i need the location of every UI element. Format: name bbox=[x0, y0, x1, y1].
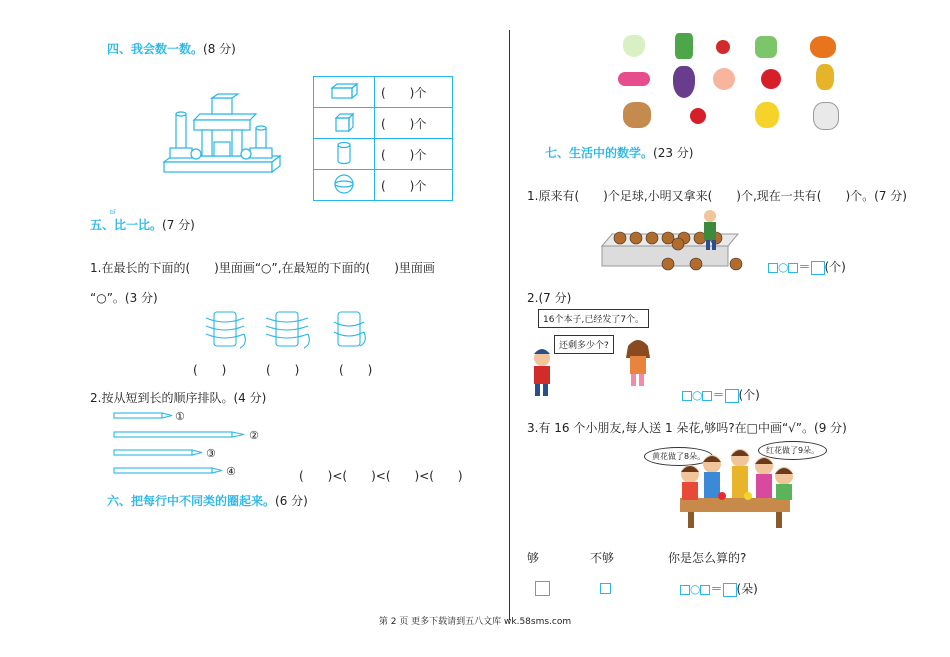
answer-box[interactable] bbox=[702, 391, 712, 401]
section-5-heading bbox=[90, 216, 195, 233]
pineapple-icon[interactable] bbox=[816, 64, 834, 90]
speech-bubble: 黄花做了8朵。 bbox=[644, 447, 713, 466]
section-7-points: (23 分) bbox=[653, 146, 694, 160]
peach-icon[interactable] bbox=[713, 68, 735, 90]
equation-q3: ○ ＝ (朵) bbox=[680, 580, 758, 597]
section-4-heading bbox=[107, 40, 236, 57]
option-not-enough-label: 不够 bbox=[590, 551, 615, 565]
answer-box[interactable] bbox=[700, 585, 710, 595]
children-making-flowers-illustration bbox=[660, 440, 810, 532]
question-5-1-line2: “○”。(3 分) bbox=[90, 291, 158, 305]
question-7-3: 3.有 16 个小朋友,每人送 1 朵花,够吗?在□中画“√”。(9 分) bbox=[527, 421, 847, 435]
section-4-points: (8 分) bbox=[203, 42, 236, 56]
pencil-label: ② bbox=[249, 429, 259, 442]
equation-q2: ○ ＝ (个) bbox=[682, 386, 760, 403]
pencil-label: ④ bbox=[226, 465, 236, 478]
cherry-icon[interactable] bbox=[716, 40, 730, 54]
result-box[interactable] bbox=[725, 389, 739, 403]
radish-icon[interactable] bbox=[623, 35, 645, 57]
page-footer: 第 2 页 更多下载请到五八文库 wk.58sms.com bbox=[378, 617, 572, 627]
answer-box[interactable] bbox=[788, 263, 798, 273]
section-7-title: 七、生活中的数学。 bbox=[545, 146, 654, 160]
candy-icon[interactable] bbox=[618, 72, 650, 86]
apple-icon[interactable] bbox=[761, 69, 781, 89]
answer-box[interactable] bbox=[680, 585, 690, 595]
dog-icon[interactable] bbox=[623, 102, 651, 128]
unit-label: (朵) bbox=[736, 582, 758, 596]
section-7-heading bbox=[545, 144, 693, 161]
answer-box[interactable] bbox=[682, 391, 692, 401]
speech-bubble: 还剩多少个? bbox=[554, 335, 614, 354]
column-divider bbox=[509, 30, 510, 620]
not-enough-checkbox[interactable] bbox=[600, 583, 611, 594]
count-answer[interactable]: ( )个 bbox=[375, 77, 453, 108]
answer-blank[interactable]: ( ) bbox=[266, 363, 300, 377]
cabbage-icon[interactable] bbox=[755, 36, 777, 58]
result-box[interactable] bbox=[723, 583, 737, 597]
pencils-illustration bbox=[112, 408, 272, 478]
how-calculated-label: 你是怎么算的? bbox=[668, 551, 747, 565]
result-box[interactable] bbox=[811, 261, 825, 275]
speech-bubble: 16个本子,已经发了7个。 bbox=[538, 309, 649, 328]
equation-q1: ○ ＝ (个) bbox=[768, 258, 846, 275]
pencil-label: ① bbox=[175, 410, 185, 423]
section-5-points: (7 分) bbox=[162, 218, 195, 232]
building-blocks-illustration bbox=[160, 92, 285, 178]
count-answer[interactable]: ( )个 bbox=[375, 108, 453, 139]
count-row bbox=[314, 77, 453, 108]
counting-table bbox=[313, 76, 453, 201]
sphere-icon bbox=[333, 173, 355, 195]
children-illustration bbox=[528, 336, 658, 400]
vegetable-icon[interactable] bbox=[675, 33, 693, 59]
unit-label: (个) bbox=[824, 260, 846, 274]
count-row bbox=[314, 108, 453, 139]
question-5-2: 2.按从短到长的顺序排队。(4 分) bbox=[90, 391, 267, 405]
question-7-1: 1.原来有( )个足球,小明又拿来( )个,现在一共有( )个。(7 分) bbox=[527, 189, 907, 203]
answer-blank[interactable]: ( ) bbox=[339, 363, 373, 377]
answer-box[interactable] bbox=[768, 263, 778, 273]
unit-label: (个) bbox=[738, 388, 760, 402]
grapes-icon[interactable] bbox=[673, 66, 695, 98]
count-row bbox=[314, 170, 453, 201]
question-7-2: 2.(7 分) bbox=[527, 291, 572, 305]
order-blanks[interactable]: ( )<( )<( )<( ) bbox=[299, 469, 463, 483]
count-answer[interactable]: ( )个 bbox=[375, 170, 453, 201]
cylinder-icon bbox=[335, 141, 353, 165]
section-4-title: 四、我会数一数。 bbox=[107, 42, 204, 56]
cat-icon[interactable] bbox=[813, 102, 839, 130]
question-5-1-line1: 1.在最长的下面的( )里面画“○”,在最短的下面的( )里面画 bbox=[90, 261, 435, 275]
speech-bubble: 红花做了9朵。 bbox=[758, 441, 827, 460]
footballs-illustration bbox=[598, 206, 748, 272]
enough-checkbox[interactable] bbox=[535, 581, 550, 596]
apple-small-icon[interactable] bbox=[690, 108, 706, 124]
section-5-title: 五、比一比。 bbox=[90, 218, 163, 232]
answer-blank[interactable]: ( ) bbox=[193, 363, 227, 377]
pinyin-annotation: bǐ bbox=[110, 209, 116, 216]
pencil-label: ③ bbox=[206, 447, 216, 460]
count-row bbox=[314, 139, 453, 170]
string-cylinders-illustration bbox=[200, 306, 380, 354]
section-6-title: 六、把每行中不同类的圈起来。 bbox=[107, 494, 276, 508]
cuboid-icon bbox=[329, 82, 359, 100]
count-answer[interactable]: ( )个 bbox=[375, 139, 453, 170]
pumpkin-icon[interactable] bbox=[810, 36, 836, 58]
cube-icon bbox=[333, 111, 355, 133]
option-enough-label: 够 bbox=[527, 551, 540, 565]
section-6-heading bbox=[107, 492, 308, 509]
duckling-icon[interactable] bbox=[755, 102, 779, 128]
section-6-points: (6 分) bbox=[275, 494, 308, 508]
